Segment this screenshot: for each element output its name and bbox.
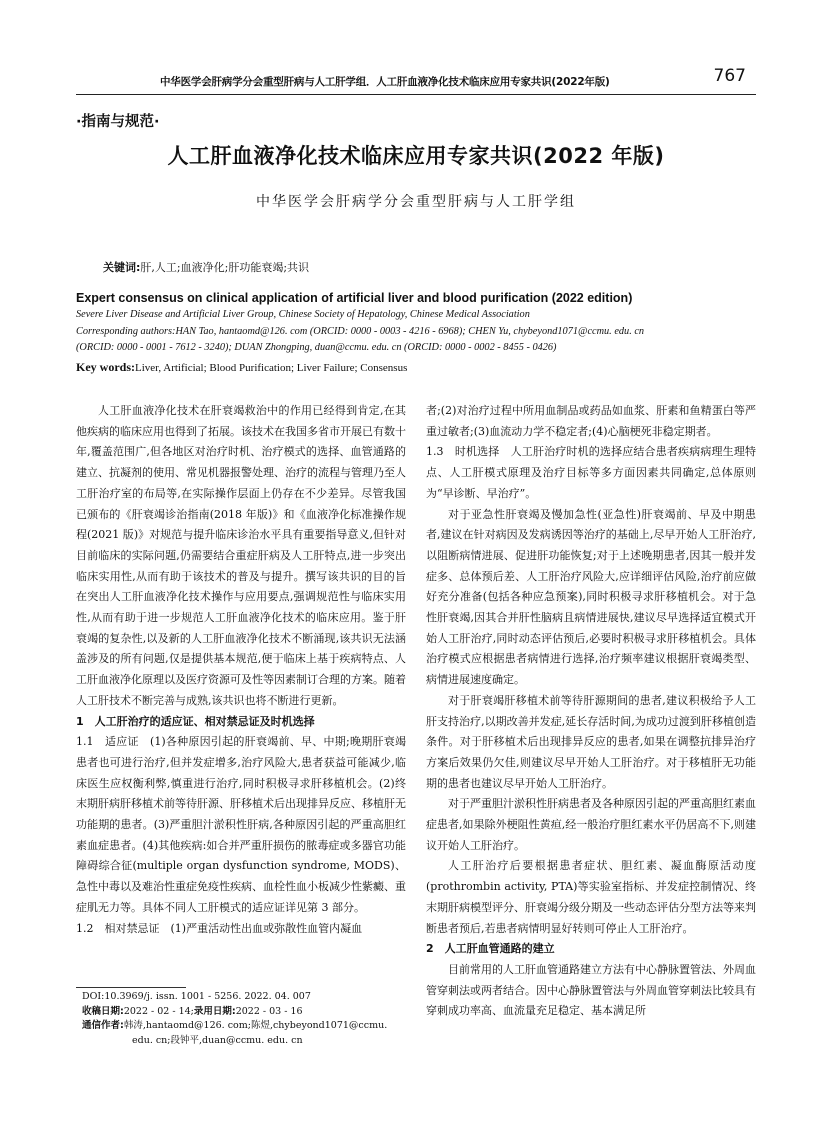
corresponding-authors-line-1: Corresponding authors:HAN Tao, hantaomd@126. com (ORCID: 0000 - 0003 - 4216 - 6968); CHEN Yu, chybeyond1071@ccmu. edu. cn [76,325,645,337]
english-keywords-label: Key words: [76,359,135,374]
running-head: 中华医学会肝病学分会重型肝病与人工肝学组．人工肝血液净化技术临床应用专家共识(2022年版) [160,76,610,88]
corresponding-text-2: edu. cn;段钟平,duan@ccmu. edu. cn [132,1034,303,1046]
intro-paragraph: 人工肝血液净化技术在肝衰竭救治中的作用已经得到肯定,在其他疾病的临床应用也得到了拓展。该技术在我国多省市开展已有数十年,覆盖范围广,但各地区对治疗时机、治疗模式的选择、血管通路的建立、抗凝剂的使用、常见机器报警处理、治疗的流程与管理乃至人工肝治疗室的布局等,在实际操作层面上仍存在不少差异。尽管我国已颁布的《肝衰竭诊治指南(2018 年版)》和《血液净化标准操作规程(2021 版)》对规范与提升临床诊治水平具有重要指导意义,但针对目前临床的实际问题,仍需要结合重症肝病及人工肝特点,进一步突出临床实用性,从而有助于该技术的普及与提升。撰写该共识的目的旨在突出人工肝血液净化技术操作与应用要点,强调规范性与临床实用性,从而有助于进一步规范人工肝血液净化技术的临床应用。鉴于肝衰竭的复杂性,以及新的人工肝血液净化技术不断涌现,该共识无法涵盖涉及的所有问题,仅是提供基本规范,便于临床上基于疾病特点、人工肝血液净化原理以及医疗资源可及性等因素制订合理的方案。随着人工肝技术不断完善与成熟,该共识也将不断进行更新。 [76,404,406,707]
paragraph-cholestasis: 对于严重胆汁淤积性肝病患者及各种原因引起的严重高胆红素血症患者,如果除外梗阻性黄疸,经一般治疗胆红素水平仍居高不下,则建议开始人工肝治疗。 [426,797,756,852]
dates-line: 收稿日期:2022 - 02 - 14;录用日期:2022 - 03 - 16 [82,1005,303,1017]
doi-line: DOI:10.3969/j. issn. 1001 - 5256. 2022. 04. 007 [82,991,311,1002]
corresponding-authors-line-2: (ORCID: 0000 - 0001 - 7612 - 3240); DUAN Zhongping, duan@ccmu. edu. cn (ORCID: 0000 - 0002 - 8455 - 0426) [76,342,557,353]
english-abstract [76,289,756,377]
english-keywords-text: Liver, Artificial; Blood Purification; Liver Failure; Consensus [135,361,408,374]
received-label: 收稿日期: [82,1005,124,1017]
footnotes [82,990,402,1048]
right-column [426,401,756,1022]
keywords-cn-text: 肝,人工;血液净化;肝功能衰竭;共识 [140,261,310,274]
keywords-cn [103,259,309,275]
page-number: 767 [713,66,746,86]
accepted-date: 2022 - 03 - 16 [235,1005,303,1017]
paragraph-1-3: 1.3 时机选择 人工肝治疗时机的选择应结合患者疾病病理生理特点、人工肝模式原理及治疗目标等多方面因素共同确定,总体原则为“早诊断、早治疗”。 [426,445,756,500]
corresponding-label: 通信作者: [82,1020,124,1031]
section-2-heading: 2 人工肝血管通路的建立 [426,942,555,956]
keywords-cn-label: 关键词: [103,261,141,274]
corresponding-text-1: 韩涛,hantaomd@126. com;陈煜,chybeyond1071@ccmu. [123,1020,388,1031]
paragraph-transplant: 对于肝衰竭肝移植术前等待肝源期间的患者,建议积极给予人工肝支持治疗,以期改善并发症,延长存活时间,为成功过渡到肝移植创造条件。对于肝移植术后出现排异反应的患者,如果在调整抗排异治疗方案后效果仍欠佳,则建议尽早开始人工肝治疗。对于移植肝无功能期的患者也建议尽早开始人工肝治疗。 [426,693,756,790]
section-1-heading: 1 人工肝治疗的适应证、相对禁忌证及时机选择 [76,714,315,728]
footnote-rule [76,987,186,988]
article-title: 人工肝血液净化技术临床应用专家共识(2022 年版) [167,144,665,168]
paragraph-1-2-continued: 者;(2)对治疗过程中所用血制品或药品如血浆、肝素和鱼精蛋白等严重过敏者;(3)血流动力学不稳定者;(4)心脑梗死非稳定期者。 [426,404,756,438]
corresponding-line [82,1019,402,1034]
paragraph-1-2: 1.2 相对禁忌证 (1)严重活动性出血或弥散性血管内凝血 [76,921,363,935]
left-column [76,401,406,939]
received-date: 2022 - 02 - 14 [123,1005,191,1017]
author-group: 中华医学会肝病学分会重型肝病与人工肝学组 [256,194,576,210]
english-title: Expert consensus on clinical application of artificial liver and blood purification (2022 edition) [76,291,633,305]
paragraph-prognosis: 人工肝治疗后要根据患者症状、胆红素、凝血酶原活动度(prothrombin activity, PTA)等实验室指标、并发症控制情况、终末期肝病模型评分、肝衰竭分级分期及一些动态评估分型方法等来判断患者预后,若患者病情明显好转则可停止人工肝治疗。 [426,859,756,935]
paragraph-subacute: 对于亚急性肝衰竭及慢加急性(亚急性)肝衰竭前、早及中期患者,建议在针对病因及发病诱因等治疗的基础上,尽早开始人工肝治疗,以阻断病情进展、促进肝功能恢复;对于上述晚期患者,因其一般并发症多、总体预后差、人工肝治疗风险大,应详细评估风险,治疗前应做好充分准备(包括各种应急预案),同时积极寻求肝移植机会。对于急性肝衰竭,因其合并肝性脑病且病情进展快,建议尽早选择适宜模式开始人工肝治疗,同时动态评估预后,必要时积极寻求肝移植机会。具体治疗模式应根据患者病情进行选择,治疗频率建议根据肝衰竭类型、病情进展速度确定。 [426,507,756,687]
accepted-label: 录用日期: [193,1005,236,1017]
section-tag: ·指南与规范· [76,114,160,130]
paragraph-2: 目前常用的人工肝血管通路建立方法有中心静脉置管法、外周血管穿刺法或两者结合。因中心静脉置管法与外周血管穿刺法比较具有穿刺成功率高、血流量充足稳定、基本满足所 [426,962,756,1018]
header-rule [76,94,756,95]
english-affiliation: Severe Liver Disease and Artificial Liver Group, Chinese Society of Hepatology, Chinese Medical Association [76,309,530,320]
paragraph-1-1: 1.1 适应证 (1)各种原因引起的肝衰竭前、早、中期;晚期肝衰竭患者也可进行治疗,但并发症增多,治疗风险大,患者获益可能减少,临床医生应权衡利弊,慎重进行治疗,同时积极寻求肝移植机会。(2)终末期肝病肝移植术前等待肝源、肝移植术后出现排异反应、移植肝无功能期的患者。(3)严重胆汁淤积性肝病,各种原因引起的严重高胆红素血症患者。(4)其他疾病:如合并严重肝损伤的脓毒症或多器官功能障碍综合征(multiple organ dysfunction syndrome, MODS)、急性中毒以及难治性重症免疫性疾病、血栓性血小板减少性紫癜、重症肌无力等。具体不同人工肝模式的适应证详见第 3 部分。 [76,735,406,914]
english-keywords [76,358,756,377]
